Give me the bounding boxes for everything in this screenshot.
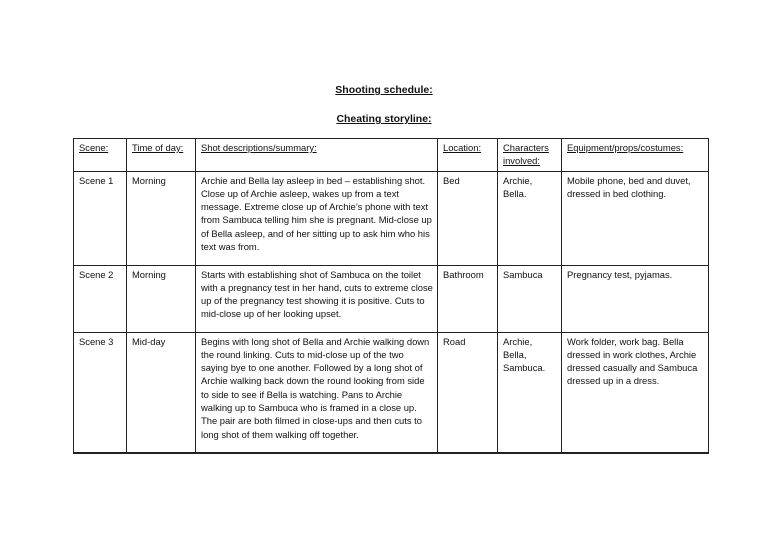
- page-subtitle: Cheating storyline:: [336, 113, 432, 125]
- table-header-row: [74, 139, 709, 172]
- cell-location: Road: [438, 332, 498, 453]
- header-equipment: Equipment/props/costumes:: [562, 139, 709, 172]
- cell-equipment: Work folder, work bag. Bella dressed in work clothes, Archie dressed casually and Sambuca dressed up in a dress.: [562, 332, 709, 453]
- cell-time: Morning: [127, 171, 196, 265]
- cell-summary: Archie and Bella lay asleep in bed – establishing shot. Close up of Archie asleep, wakes up from a text message. Extreme close up of Archie’s phone with text from Sambuca telling him she is pregnant. Mid-close up of Bella asleep, and of her sitting up to ask him who his text was from.: [196, 171, 438, 265]
- cell-summary: Begins with long shot of Bella and Archie walking down the round linking. Cuts to mid-close up of the two saying bye to one another. Followed by a long shot of Archie walking back down the round looking from side to side to see if Bella is watching. Pans to Archie walking up to Sambuca who is framed in a close up. The pair are both filmed in close-ups and then cuts to long shot of them walking off together.: [196, 332, 438, 453]
- cell-equipment: Mobile phone, bed and duvet, dressed in bed clothing.: [562, 171, 709, 265]
- header-time-of-day: Time of day:: [127, 139, 196, 172]
- cell-scene: Scene 3: [74, 332, 127, 453]
- table-row: [74, 265, 709, 332]
- header-characters: Characters involved:: [498, 139, 562, 172]
- cell-location: Bed: [438, 171, 498, 265]
- cell-characters: Sambuca: [498, 265, 562, 332]
- cell-time: Morning: [127, 265, 196, 332]
- cell-summary: Starts with establishing shot of Sambuca on the toilet with a pregnancy test in her hand, cuts to extreme close up of the pregnancy test showing it is positive. Cuts to mid-close up of her looking upset.: [196, 265, 438, 332]
- header-location: Location:: [438, 139, 498, 172]
- cell-scene: Scene 2: [74, 265, 127, 332]
- table-row: [74, 171, 709, 265]
- table-row: [74, 332, 709, 453]
- cell-scene: Scene 1: [74, 171, 127, 265]
- cell-characters: Archie, Bella, Sambuca.: [498, 332, 562, 453]
- cell-equipment: Pregnancy test, pyjamas.: [562, 265, 709, 332]
- cell-location: Bathroom: [438, 265, 498, 332]
- cell-characters: Archie, Bella.: [498, 171, 562, 265]
- page-title: Shooting schedule:: [335, 84, 433, 96]
- header-shot-descriptions: Shot descriptions/summary:: [196, 139, 438, 172]
- shooting-schedule-table: [73, 138, 709, 454]
- cell-time: Mid-day: [127, 332, 196, 453]
- header-scene: Scene:: [74, 139, 127, 172]
